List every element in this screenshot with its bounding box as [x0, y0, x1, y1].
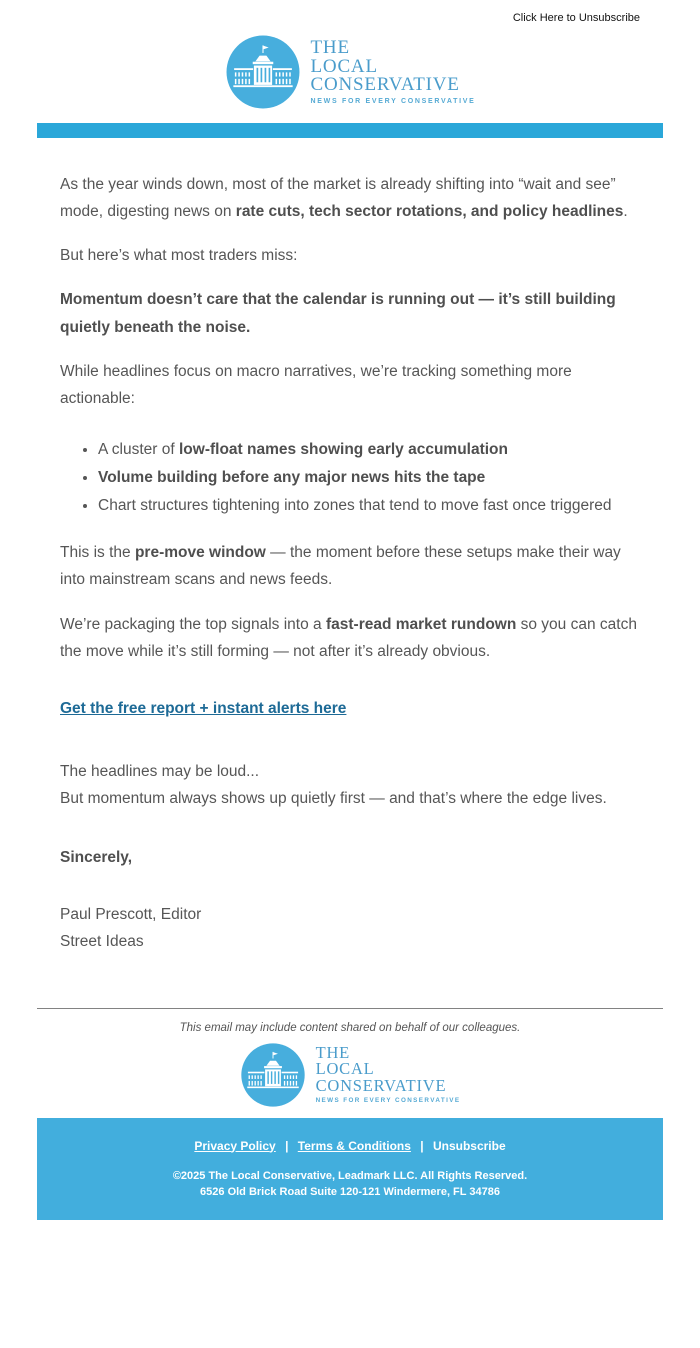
list-item-accumulation	[98, 436, 640, 463]
footer-logo[interactable]	[0, 1042, 700, 1108]
free-report-link[interactable]: Get the free report + instant alerts here	[60, 699, 347, 717]
intro-bold-text: rate cuts, tech sector rotations, and policy headlines	[235, 203, 624, 221]
packaging-text: We’re packaging the top signals into a	[60, 615, 326, 633]
logo-line-the: THE	[310, 37, 350, 59]
header-logo[interactable]	[0, 34, 700, 110]
premove-text: This is the	[60, 544, 135, 562]
footer-divider	[37, 1008, 663, 1009]
bullet-bold-text: Volume building before any major news hits the tape	[98, 469, 486, 486]
footer-unsubscribe-link[interactable]: Unsubscribe	[432, 1138, 506, 1153]
copyright-block	[37, 1168, 663, 1201]
colleague-note: This email may include content shared on behalf of our colleagues.	[179, 1021, 521, 1034]
address-line: 6526 Old Brick Road Suite 120-121 Windermere, FL 34786	[200, 1186, 500, 1198]
bullet-text: A cluster of	[98, 440, 179, 458]
signature-name: Paul Prescott, Editor	[60, 906, 202, 924]
list-item-volume	[98, 464, 640, 491]
privacy-policy-link[interactable]: Privacy Policy	[194, 1138, 276, 1153]
closing-line-2: But momentum always shows up quietly first — and that’s where the edge lives.	[60, 790, 607, 807]
footer-panel	[37, 1118, 663, 1220]
signal-list	[60, 436, 640, 519]
logo-wordmark	[316, 1045, 461, 1103]
logo-wordmark	[311, 39, 476, 105]
paragraph-packaging	[60, 611, 640, 665]
white-house-icon	[225, 34, 301, 110]
paragraph-premove	[60, 539, 640, 593]
copyright-line: ©2025 The Local Conservative, Leadmark LLC. All Rights Reserved.	[172, 1169, 528, 1182]
top-unsubscribe-row	[0, 0, 700, 24]
premove-text-after: — the moment before these setups make their way into mainstream scans and news feeds.	[60, 544, 621, 589]
closing-line-1: The headlines may be loud...	[60, 762, 260, 780]
paragraph-momentum: Momentum doesn’t care that the calendar is running out — it’s still building quietly beneath the noise.	[60, 291, 616, 336]
footer-separator: |	[285, 1138, 289, 1153]
header-divider-bar	[37, 123, 663, 138]
premove-bold-text: pre-move window	[134, 544, 266, 562]
footer-links-row	[37, 1139, 663, 1153]
cta-row	[60, 695, 640, 722]
logo-line-conservative: CONSERVATIVE	[315, 1075, 447, 1095]
bullet-text: Chart structures tightening into zones that tend to move fast once triggered	[98, 497, 612, 515]
logo-tagline: NEWS FOR EVERY CONSERVATIVE	[310, 97, 476, 105]
paragraph-hook: But here’s what most traders miss:	[60, 247, 298, 265]
packaging-text-after: so you can catch the move while it’s still forming — not after it’s already obvious.	[60, 615, 637, 660]
signature-block	[60, 901, 640, 955]
list-item-chart-structures	[98, 492, 640, 519]
packaging-bold-text: fast-read market rundown	[325, 615, 517, 633]
email-content	[60, 171, 640, 956]
signature-company: Street Ideas	[60, 933, 144, 951]
intro-text: As the year winds down, most of the market is already shifting into “wait and see” mode, digesting news on	[60, 176, 616, 221]
logo-line-the: THE	[315, 1043, 351, 1063]
logo-line-conservative: CONSERVATIVE	[310, 74, 460, 96]
logo-line-local: LOCAL	[310, 55, 378, 77]
footer-separator: |	[420, 1138, 424, 1153]
bullet-bold-text: low-float names showing early accumulation	[178, 440, 508, 458]
logo-line-local: LOCAL	[315, 1059, 375, 1079]
paragraph-tracking: While headlines focus on macro narratives, we’re tracking something more actionable:	[60, 362, 572, 407]
terms-conditions-link[interactable]: Terms & Conditions	[297, 1138, 411, 1153]
signature-salutation: Sincerely,	[60, 849, 133, 867]
intro-period: .	[623, 203, 628, 221]
paragraph-intro	[60, 171, 640, 225]
logo-tagline: NEWS FOR EVERY CONSERVATIVE	[315, 1096, 461, 1104]
top-unsubscribe-link[interactable]: Click Here to Unsubscribe	[512, 12, 640, 24]
white-house-icon	[240, 1042, 306, 1108]
paragraph-closing	[60, 758, 640, 812]
